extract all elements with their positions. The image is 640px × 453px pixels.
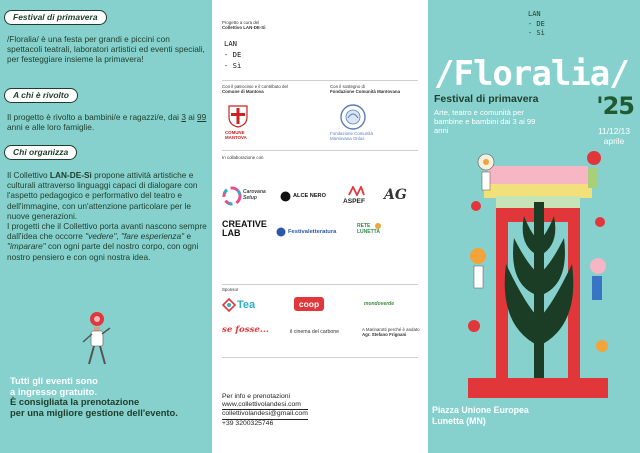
support-label	[330, 84, 400, 94]
audience-text-c: anni e alle loro famiglie.	[7, 122, 95, 133]
sep-2: e	[184, 231, 192, 242]
cover-title: /Floralia/	[434, 54, 629, 94]
organizer-text-d: con ogni parte del nostro corpo, con ogni nostro pensiero e con ogni nostra idea.	[7, 241, 199, 262]
free-entry-note	[10, 376, 210, 418]
cover-location	[432, 405, 529, 427]
cover-dates-month: aprile	[603, 135, 625, 146]
footer-line-2: a ingresso gratuito.	[10, 385, 97, 397]
left-panel	[0, 0, 212, 453]
brand-logo-l3: - Sì	[224, 61, 242, 70]
phone-number: +39 3200325746	[222, 419, 274, 427]
child-figure-illustration	[80, 310, 114, 368]
audience-age-max: 99	[197, 112, 207, 122]
dedication-2: Agr. Stefano Frignani	[362, 332, 407, 338]
info-label: Per info e prenotazioni	[222, 393, 291, 400]
sponsor-mondoverde: mondoverde	[364, 301, 395, 307]
comune-name	[225, 130, 247, 140]
comune-name-2: MANTOVA	[225, 135, 247, 141]
quote-vedere: "vedere"	[85, 231, 117, 242]
divider	[222, 150, 418, 151]
tag-audience: A chi è rivolto	[4, 88, 78, 103]
cover-logo-l1: LAN	[528, 10, 541, 18]
fondazione-name-2: Mantovana Onlus	[330, 136, 365, 142]
partner-carovana: Carovana Setup	[243, 189, 266, 201]
sponsor-label: Sponsor	[222, 287, 239, 292]
cover-description: Arte, teatro e comunità per bambine e bambini dai 3 ai 99 anni	[434, 108, 536, 135]
sponsor-cinema-carbone: il cinema del carbone	[290, 329, 340, 335]
cover-location-square: Piazza Unione Europea	[432, 405, 529, 415]
cover-dates-days: 11/12/13	[598, 126, 630, 136]
sep-1: ,	[116, 231, 122, 242]
festivaletteratura-logo-icon	[276, 227, 286, 237]
footer-line-1: Tutti gli eventi sono	[10, 375, 98, 386]
divider	[222, 284, 418, 285]
fondazione-name	[330, 131, 373, 141]
cover-subtitle: Festival di primavera	[434, 93, 539, 105]
dedication-1: A Marinarotti perché è andato	[362, 327, 420, 332]
organizer-text-a: Il Collettivo	[7, 170, 50, 180]
fondazione-name-1: Fondazione Comunità	[330, 131, 373, 136]
intro-paragraph	[7, 34, 207, 65]
organizer-brand: LAN-DE-Sì	[49, 170, 92, 180]
tag-organizer: Chi organizza	[4, 145, 77, 160]
tea-logo-icon	[222, 298, 236, 312]
sponsor-coop: coop	[294, 297, 324, 311]
brand-logo-l1: LAN	[224, 39, 237, 48]
patronage-label	[222, 84, 288, 94]
contact-info	[222, 393, 308, 428]
rete-lunetta-sun-icon	[370, 220, 386, 229]
partner-aspef: ASPEF	[343, 198, 365, 205]
sponsor-tea: Tea	[237, 299, 256, 311]
floral-stage-illustration	[468, 146, 608, 398]
partner-creative-lab: CREATIVE LAB	[222, 219, 267, 238]
partner-ag: AG	[384, 187, 407, 203]
cover-logo-l3: - Sì	[528, 29, 545, 37]
partner-rete-lunetta: RETE LUNETTA	[357, 223, 380, 235]
email-link[interactable]: collettivolandesi@gmail.com	[222, 410, 308, 419]
cover-dates	[598, 127, 630, 146]
organizer-text-b: propone attività artistiche e culturali attraverso linguaggi capaci di dialogare con l'aspetto pedagogico e performativo del teatro e dell'immagine, con un'attenzione particolare per le nuove generazioni.	[7, 170, 198, 221]
divider	[222, 357, 418, 358]
aspef-logo-icon	[347, 186, 365, 196]
intro-text: /Floralia/ è una festa per grandi e piccini con spettacoli teatrali, laboratori artistici ed eventi speciali, per festeggiare insieme la primavera!	[7, 34, 205, 65]
footer-line-3: È consigliata la prenotazione	[10, 396, 140, 408]
organizer-text-c: I progetti che il Collettivo porta avanti nascono sempre dall'idea che occorre	[7, 221, 207, 242]
audience-paragraph	[7, 112, 207, 132]
comune-crest-icon	[226, 104, 250, 128]
lan-de-si-logo	[224, 38, 241, 71]
quote-esperienza: "fare esperienza"	[121, 231, 185, 242]
comune-name-1: COMUNE	[225, 130, 245, 135]
project-label-1: Progetto a cura del	[222, 20, 260, 25]
dedication-note	[362, 327, 420, 337]
divider	[222, 80, 418, 81]
alce-nero-logo-icon	[280, 191, 291, 202]
project-label-2: Collettivo LAN-DE-Sì	[222, 25, 266, 31]
project-label	[222, 20, 265, 30]
partner-alce-nero: ALCE NERO	[293, 193, 326, 199]
cover-logo-l2: - DE	[528, 19, 545, 28]
fondazione-emblem-icon	[340, 104, 366, 130]
middle-panel	[212, 0, 428, 453]
tag-festival: Festival di primavera	[4, 10, 107, 25]
carovana-logo-icon	[222, 186, 242, 206]
audience-text-a: Il progetto è rivolto a bambini/e e ragazzi/e, dai	[7, 112, 182, 122]
cover-panel	[428, 0, 640, 453]
patronage-label-2: Comune di Mantova	[222, 89, 264, 95]
cover-year: '25	[596, 92, 634, 120]
sponsor-se-fosse: se fosse...	[222, 325, 269, 335]
organizer-paragraph	[7, 170, 207, 262]
collab-label: In collaborazione con	[222, 155, 264, 160]
cover-brand-logo	[528, 10, 545, 39]
brand-logo-l2: - DE	[224, 50, 242, 59]
cover-location-city: Lunetta (MN)	[432, 416, 486, 426]
audience-age-min: 3	[181, 112, 186, 122]
patronage-label-1: Con il patrocinio e il contributo del	[222, 84, 288, 89]
audience-text-b: ai	[185, 112, 198, 122]
support-label-1: Con il sostegno di	[330, 84, 365, 89]
partner-festivaletteratura: Festivaletteratura	[288, 229, 337, 235]
website-link[interactable]: www.collettivolandesi.com	[222, 401, 308, 410]
support-label-2: Fondazione Comunità Mantovana	[330, 89, 401, 95]
footer-line-4: per una migliore gestione dell'evento.	[10, 406, 178, 418]
quote-imparare: "imparare"	[7, 241, 46, 252]
